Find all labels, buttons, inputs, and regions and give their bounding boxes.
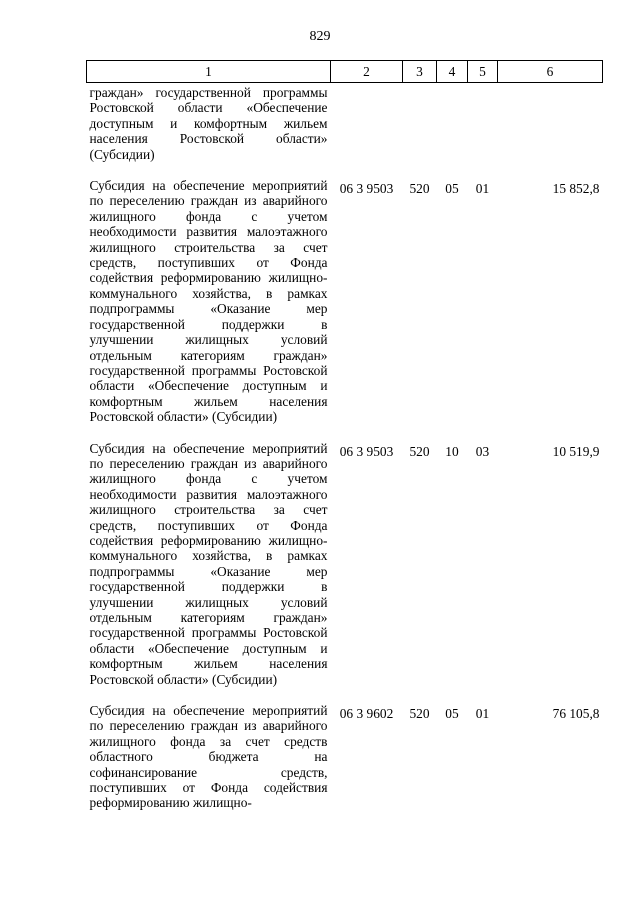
table-row	[87, 703, 603, 827]
row-csr-cell	[331, 83, 403, 179]
row-sum-cell: 10 519,9	[552, 443, 600, 459]
row-csr-cell: 06 3 9503	[339, 181, 394, 197]
row-rz-cell: 05	[445, 181, 459, 197]
row-rz-cell: 10	[445, 443, 459, 459]
row-vr-cell: 520	[409, 181, 430, 197]
row-name-cell: Субсидия на обеспечение мероприятий по переселению граждан из аварийного жилищного фонда с учетом необходимости развития малоэтажного жилищного строительства за счет средств, поступивших от Фонда содействия реформированию жилищно-коммунального хозяйства, в рамках подпрограммы «Оказание мер государственной поддержки в улучшении жилищных условий отдельным категориям граждан» государственной программы Ростовской области «Обеспечение доступным и комфортным жильем населения Ростовской области» (Субсидии)	[89, 178, 328, 425]
row-sum-cell: 15 852,8	[552, 181, 600, 197]
row-vr-cell: 520	[409, 706, 430, 722]
table-row	[87, 83, 603, 179]
row-vr-cell: 520	[409, 443, 430, 459]
row-vr-cell	[403, 83, 437, 179]
column-header-vr: 3	[403, 61, 437, 83]
row-pr-cell: 01	[475, 181, 490, 197]
budget-table	[86, 60, 603, 827]
column-header-name: 1	[87, 61, 331, 83]
row-name-cell: Субсидия на обеспечение мероприятий по переселению граждан из аварийного жилищного фонда за счет средств областного бюджета на софинансирование средств, поступивших от Фонда содействия реформированию жилищно-	[89, 703, 328, 811]
row-csr-cell: 06 3 9503	[339, 443, 394, 459]
table-row	[87, 178, 603, 441]
page-number: 829	[309, 29, 331, 44]
row-name-cell: граждан» государственной программы Ростовской области «Обеспечение доступным и комфортным жильем населения Ростовской области» (Субсидии)	[89, 85, 328, 162]
column-header-pr: 5	[468, 61, 498, 83]
row-csr-cell: 06 3 9602	[339, 706, 394, 722]
row-sum-cell	[498, 83, 603, 179]
table-header-row	[87, 61, 603, 83]
column-header-csr: 2	[331, 61, 403, 83]
row-pr-cell: 03	[475, 443, 490, 459]
row-sum-cell: 76 105,8	[552, 706, 600, 722]
row-rz-cell	[437, 83, 468, 179]
row-pr-cell: 01	[475, 706, 490, 722]
column-header-sum: 6	[498, 61, 603, 83]
row-name-cell: Субсидия на обеспечение мероприятий по переселению граждан из аварийного жилищного фонда с учетом необходимости развития малоэтажного жилищного строительства за счет средств, поступивших от Фонда содействия реформированию жилищно-коммунального хозяйства, в рамках подпрограммы «Оказание мер государственной поддержки в улучшении жилищных условий отдельным категориям граждан» государственной программы Ростовской области «Обеспечение доступным и комфортным жильем населения Ростовской области» (Субсидии)	[89, 440, 328, 687]
row-pr-cell	[468, 83, 498, 179]
table-row	[87, 441, 603, 704]
column-header-rz: 4	[437, 61, 468, 83]
row-rz-cell: 05	[445, 706, 459, 722]
